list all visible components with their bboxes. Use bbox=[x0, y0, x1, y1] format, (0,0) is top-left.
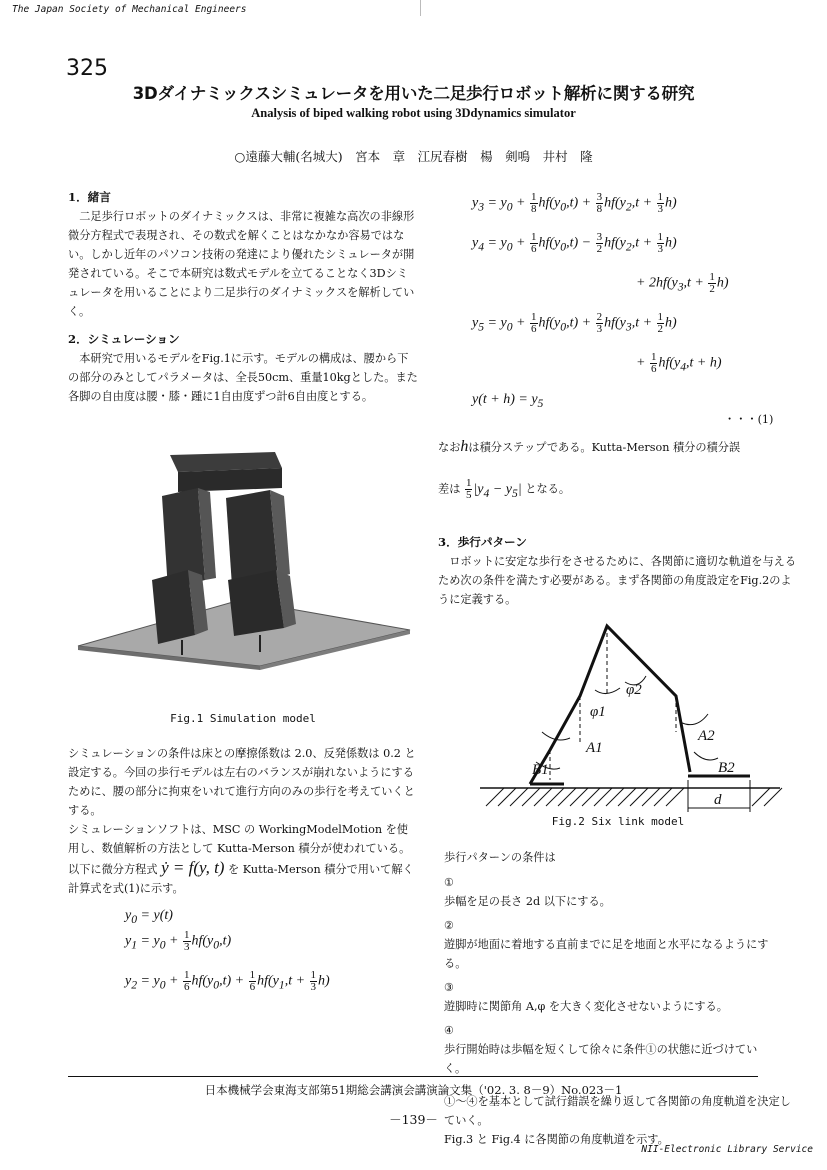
right-leg bbox=[226, 490, 296, 636]
label-b2: B2 bbox=[718, 760, 735, 776]
ode-inline: ẏ = f(y, t) bbox=[161, 858, 225, 877]
equation-y0: $y_0 = y(t)$ bbox=[125, 908, 173, 926]
condition-item bbox=[444, 978, 799, 1016]
fig1-caption: Fig.1 Simulation model bbox=[170, 712, 316, 725]
society-header: The Japan Society of Mechanical Engineers bbox=[12, 4, 247, 15]
library-footer: NII-Electronic Library Service bbox=[641, 1144, 813, 1155]
equation-y2: $y_2 = y_0$ + $\frac{1}{6}$ $hf(y_0,t)$ + $\frac{1}{6}$ $hf(y_1,t$ + $\frac{1}{3}$ h) bbox=[125, 969, 330, 993]
walking-paragraph: ロボットに安定な歩行をさせるために、各関節に適切な軌道を与えるため次の条件を満たす必要がある。まず各関節の角度設定をFig.2のように定義する。 bbox=[438, 555, 797, 606]
waist-block bbox=[170, 452, 282, 492]
ground-hatch bbox=[480, 788, 782, 806]
error-expression: $\frac{1}{5}$ $|y_4 - y_5|$ bbox=[465, 477, 522, 501]
simulation-heading: 2．シミュレーション bbox=[68, 332, 180, 346]
label-d: d bbox=[714, 792, 722, 808]
condition-item bbox=[444, 916, 799, 973]
intro-heading: 1．緒言 bbox=[68, 190, 111, 204]
condition-text: 歩行開始時は歩幅を短くして徐々に条件①の状態に近づけていく。 bbox=[444, 1043, 758, 1075]
condition-number: ② bbox=[444, 919, 455, 932]
step-note bbox=[438, 437, 798, 457]
error-note bbox=[438, 478, 570, 503]
condition-item bbox=[444, 873, 799, 911]
equation-y4: $y_4 = y_0$ + $\frac{1}{6}$ $hf(y_0,t)$ − $\frac{3}{2}$ $hf(y_2,t$ + $\frac{1}{3}$ h) bbox=[472, 231, 677, 255]
step-note-pre: なお bbox=[438, 441, 461, 454]
intro-paragraph: 二足歩行ロボットのダイナミックスは、非常に複雑な高次の非線形微分方程式で表現され、その数式を解くことはなかなか容易ではない。しかし近年のパソコン技術の発達により優れたシミュレータが開発されている。そこで本研究は数式モデルを立てることなく3Dシミュレータを用いることにより二足歩行のダイナミックスを解析していく。 bbox=[68, 210, 415, 318]
software-paragraph: シミュレーションソフトは、MSC の WorkingModelMotion を使用し、数値解析の方法として Kutta-Merson 積分が使われている。以下に微分方程式 bbox=[68, 823, 411, 876]
walking-heading: 3．歩行パターン bbox=[438, 535, 527, 549]
equation-y5-cont: + $\frac{1}{6}$ $hf(y_4,t + h)$ bbox=[636, 351, 722, 375]
equation-y1: $y_1 = y_0$ + $\frac{1}{3}$ $hf(y_0,t)$ bbox=[125, 929, 232, 953]
condition-number: ③ bbox=[444, 981, 455, 994]
equation-result: $y(t + h) = y_5$ bbox=[472, 392, 544, 410]
english-title: Analysis of biped walking robot using 3Ddynamics simulator bbox=[251, 106, 576, 120]
step-note-text: は積分ステップである。Kutta-Merson 積分の積分誤 bbox=[468, 441, 741, 454]
error-note-pre: 差は bbox=[438, 482, 461, 496]
page-number: －139－ bbox=[389, 1112, 438, 1127]
reference-lines bbox=[550, 626, 676, 780]
header-divider bbox=[420, 0, 421, 16]
paper-number: 325 bbox=[66, 56, 108, 81]
walking-section bbox=[438, 533, 798, 609]
proceedings-footer: 日本機械学会東海支部第51期総会講演会講演論文集（'02. 3. 8－9）No.023－1 bbox=[204, 1083, 623, 1097]
step-variable: h bbox=[460, 438, 469, 455]
conditions-heading: 歩行パターンの条件は bbox=[444, 851, 556, 864]
condition-text: 歩幅を足の長さ 2d 以下にする。 bbox=[444, 895, 611, 908]
condition-text: 遊脚時に関節角 A,φ を大きく変化させないようにする。 bbox=[444, 1000, 728, 1013]
condition-number: ① bbox=[444, 876, 455, 889]
simulation-conditions bbox=[68, 744, 418, 898]
footer-rule bbox=[68, 1076, 758, 1077]
conditions-block bbox=[444, 848, 799, 1149]
equation-y4-cont: + $2hf(y_3,t$ + $\frac{1}{2}$ h) bbox=[636, 271, 729, 295]
left-column bbox=[68, 188, 418, 406]
simulation-paragraph: 本研究で用いるモデルをFig.1に示す。モデルの構成は、腰から下の部分のみとしてパラメータは、全長50cm、重量10kgとした。また各脚の自由度は腰・膝・踵に1自由度ずつ計6自由度とする。 bbox=[68, 352, 418, 403]
software-paragraph-end: を Kutta-Merson 積分で用いて解く計算式を式(1)に示す。 bbox=[68, 863, 414, 895]
equation-number: ・・・(1) bbox=[724, 413, 774, 426]
error-note-post: となる。 bbox=[525, 482, 571, 496]
simulation-conditions-paragraph: シミュレーションの条件は床との摩擦係数は 2.0、反発係数は 0.2 と設定する。今回の歩行モデルは左右のバランスが崩れないようにするために、腰の部分に拘束をいれて進行方向のみの歩行を考えていくとする。 bbox=[68, 747, 416, 817]
equation-y5: $y_5 = y_0$ + $\frac{1}{6}$ $hf(y_0,t)$ + $\frac{2}{3}$ $hf(y_3,t$ + $\frac{1}{2}$ h) bbox=[472, 311, 677, 335]
closing-figure-reference: Fig.3 と Fig.4 に各関節の角度軌道を示す。 bbox=[444, 1133, 669, 1146]
fig2-caption: Fig.2 Six link model bbox=[551, 815, 685, 828]
label-phi1: φ1 bbox=[590, 704, 606, 720]
label-a1: A1 bbox=[586, 740, 603, 756]
author-list: ○遠藤大輔(名城大) 宮本 章 江尻春樹 楊 剣鳴 井村 隆 bbox=[234, 149, 593, 164]
condition-text: 遊脚が地面に着地する直前までに足を地面と水平になるようにする。 bbox=[444, 938, 769, 970]
left-leg bbox=[152, 488, 216, 644]
label-b1: B1 bbox=[532, 762, 549, 778]
condition-item bbox=[444, 1021, 799, 1078]
label-phi2: φ2 bbox=[626, 682, 642, 698]
page-title: 3Dダイナミックスシミュレータを用いた二足歩行ロボット解析に関する研究 bbox=[132, 84, 695, 103]
link-lines bbox=[530, 626, 750, 784]
condition-number: ④ bbox=[444, 1024, 455, 1037]
simulation-model-figure bbox=[70, 430, 418, 670]
six-link-figure bbox=[480, 612, 800, 812]
closing-paragraph: ①～④を基本として試行錯誤を繰り返して各関節の角度軌道を決定していく。 bbox=[444, 1095, 791, 1127]
label-a2: A2 bbox=[698, 728, 715, 744]
equation-y3: $y_3 = y_0$ + $\frac{1}{8}$ $hf(y_0,t)$ + $\frac{3}{8}$ $hf(y_2,t$ + $\frac{1}{3}$ h) bbox=[472, 191, 677, 215]
